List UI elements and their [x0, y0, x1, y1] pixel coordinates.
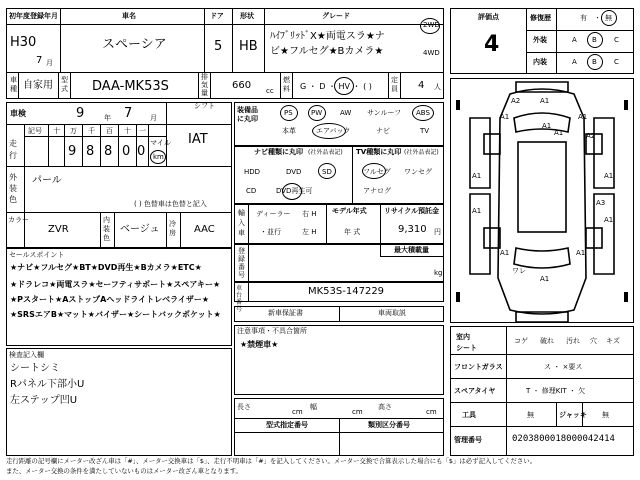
inspection-month: 7 [124, 106, 133, 121]
length-unit: cm [292, 408, 303, 416]
ac-label: 冷房 [169, 220, 176, 237]
width-label: 幅 [310, 403, 317, 411]
model-code-label: 型 式 [61, 76, 68, 93]
shift-value: IAT [188, 132, 208, 147]
equip-item: ナビ [376, 127, 390, 135]
model-value: スペーシア [102, 37, 167, 52]
use-value: 自家用 [23, 80, 53, 91]
grade-line2: ビ★フルセグ★Bカメラ★ [270, 46, 384, 57]
damage-label: A2 [511, 97, 521, 105]
fuel-label: 燃 料 [283, 76, 290, 93]
mileage-digit: 0 [122, 144, 131, 159]
interior-color-label: 内装色 [103, 216, 110, 242]
damage-label: A1 [578, 113, 588, 121]
grade-option: C [614, 58, 619, 66]
grade-option: A [572, 58, 577, 66]
nav-item: DVD [286, 168, 302, 176]
equip-item: エアバック [316, 127, 351, 135]
fuel-hv-circle [334, 77, 354, 95]
max-load-unit: kg [434, 269, 443, 277]
import-left: 左 H [302, 228, 317, 236]
model-year-label: モデル年式 [332, 207, 367, 215]
damage-label: A1 [540, 97, 550, 105]
jack-label: ジャッキ [559, 411, 587, 419]
displacement-unit: cc [266, 87, 274, 95]
caution-label: 注意事項・不具合箇所 [237, 327, 307, 335]
drive-2wd: 2WD [423, 21, 440, 29]
capacity-value: 4 [418, 80, 425, 91]
nav-item: CD [246, 187, 257, 195]
equip-item: AW [340, 109, 352, 117]
front-glass-label: フロントガラス [454, 363, 503, 371]
damage-label: A1 [554, 129, 564, 137]
mileage-digit: 0 [137, 144, 146, 159]
mileage-label: 走行 [9, 139, 17, 160]
mileage-digit: 8 [104, 144, 113, 159]
color-label: カラー [8, 216, 29, 224]
drive-4wd: 4WD [423, 49, 440, 57]
grade-line1: ﾊｲﾌﾞﾘｯﾄﾞX★両電スラ★ナ [270, 31, 385, 42]
inspection-label: 車検 [10, 109, 26, 118]
seat-option: 穴 [590, 337, 597, 345]
manual-label: 車両取説 [378, 309, 406, 317]
unit-label: 一 [139, 127, 146, 135]
inspector-note-line: 左ステップ凹U [10, 395, 78, 406]
repair-option: 有 [580, 14, 587, 22]
nav-item: DVD再生可 [276, 187, 313, 195]
width-unit: cm [352, 408, 363, 416]
reg-year-value: H30 [10, 35, 37, 50]
tools-value: 無 [527, 411, 534, 419]
repair-label: 修復歴 [530, 14, 551, 22]
seat-option: キズ [606, 337, 620, 345]
tv-item: フルセグ [363, 168, 391, 176]
seat-option: 破れ [540, 337, 554, 345]
nav-item: SD [322, 168, 332, 176]
frame-label: 車台番号 [236, 285, 243, 313]
unit-label: 十 [53, 127, 60, 135]
equip-item: ABS [416, 109, 430, 117]
import-parallel: ・並行 [260, 228, 281, 236]
sales-point-line: ★Pスタート★AストップAヘッドライトレベライザー★ [10, 295, 210, 304]
nav-sub: (社外品表記) [308, 149, 343, 156]
damage-label: ワレ [512, 267, 526, 275]
equip-item: サンルーフ [367, 109, 402, 117]
equip-item: PS [284, 109, 293, 117]
damage-label: A3 [596, 199, 606, 207]
tools-label: 工具 [462, 411, 476, 419]
fuel-options: G ・ D ・ HV ・ ( ) [300, 82, 372, 91]
caution-value: ★禁煙車★ [240, 340, 279, 349]
interior-color-value: ベージュ [120, 224, 160, 235]
interior-seat-label: 室内 シート [456, 333, 477, 352]
sales-point-line: ★ドラレコ★両電スラ★セーフティサポート★スペアキー★ [10, 280, 221, 289]
model-code-value: DAA-MK53S [92, 79, 169, 94]
doors-value: 5 [214, 39, 223, 54]
seat-option: 汚れ [566, 337, 580, 345]
class-number-label: 類別区分番号 [368, 421, 410, 429]
unit-label: 十 [124, 127, 131, 135]
exterior-rating-label: 外装 [533, 36, 547, 44]
equipment-label: 装備品に丸印 [237, 106, 258, 123]
model-year-value: 年 式 [344, 228, 361, 236]
spare-tire-label: スペアタイヤ [454, 387, 496, 395]
shift-label: シフト [194, 102, 215, 110]
inspector-note-line: シートシミ [10, 363, 60, 374]
exterior-label: 外装色 [9, 173, 17, 204]
recycle-unit: 円 [434, 228, 441, 236]
import-right: 右 H [302, 210, 317, 218]
interior-rating-label: 内装 [533, 58, 547, 66]
length-label: 長さ [237, 403, 251, 411]
seat-option: コゲ [514, 337, 528, 345]
inspection-year: 9 [76, 106, 85, 121]
inspector-notes-label: 検査記入欄 [9, 351, 44, 359]
management-value: 0203800018000042414 [512, 434, 615, 444]
damage-label: A1 [500, 113, 510, 121]
displacement-value: 660 [232, 80, 252, 91]
type-number-label: 型式指定番号 [266, 421, 308, 429]
damage-label: A1 [576, 249, 586, 257]
capacity-label: 定 員 [391, 76, 398, 93]
model-label: 車名 [122, 12, 136, 20]
capacity-unit: 人 [434, 83, 441, 91]
exterior-note: ( ) 色替車は色替と記入 [134, 200, 207, 208]
jack-value: 無 [602, 411, 609, 419]
equip-item: PW [311, 109, 323, 117]
damage-label: A1 [472, 172, 482, 180]
mileage-digit: 8 [86, 144, 95, 159]
damage-label: A1 [604, 172, 614, 180]
equip-item: TV [420, 127, 430, 135]
shape-value: HB [239, 39, 258, 54]
month-unit: 月 [46, 59, 53, 67]
ac-value: AAC [194, 224, 215, 235]
exterior-value: パール [32, 175, 62, 186]
spare-tire-value: T ・ 修理KIT ・ 欠 [526, 387, 586, 395]
nav-header: ナビ種類に丸印 [254, 148, 303, 156]
shape-label: 形状 [240, 12, 254, 20]
sales-point-line: ★SRSエアB★マット★バイザー★シートバックポケット★ [10, 310, 221, 319]
height-unit: cm [426, 408, 437, 416]
footer-line2: また、メーター交換の条件を満たしていないものはメーター改ざん車となります。 [6, 467, 242, 475]
import-dealer: ディーラー [256, 210, 291, 218]
recycle-label: リサイクル預託金 [384, 207, 440, 215]
nav-item: HDD [244, 168, 261, 176]
vehicle-label: 車 種 [10, 76, 17, 93]
unit-label: 万 [70, 127, 77, 135]
grade-option: B [592, 58, 597, 66]
recycle-value: 9,310 [398, 224, 427, 235]
damage-label: A1 [500, 249, 510, 257]
color-value: ZVR [48, 224, 69, 235]
mileage-digit: 9 [68, 144, 77, 159]
reg-year-label: 初年度登録年月 [9, 12, 58, 20]
inspector-note-line: Rパネル下部小U [10, 379, 85, 390]
damage-label: A1 [472, 207, 482, 215]
doors-label: ドア [210, 12, 224, 20]
sales-points-label: セールスポイント [9, 251, 65, 259]
footer-line1: 走行距離の記号欄にメーター改ざん車は「#」、メーター交換車は「$」、走行不明車は「#」を記入してください。メーター交換で合算表示した場合にも「$」は必ず記入してください。 [6, 457, 537, 465]
caution-box [234, 325, 444, 395]
grade-option: A [572, 36, 577, 44]
frame-value: MK53S-147229 [308, 286, 385, 297]
tv-item: アナログ [363, 187, 391, 195]
inspection-year-unit: 年 [104, 114, 111, 122]
damage-label: A1 [540, 275, 550, 283]
reg-month-value: 7 [36, 55, 43, 66]
plate-label: 登録番号 [238, 247, 245, 279]
km-label: km [153, 153, 164, 161]
unit-label: 記号 [28, 127, 42, 135]
mile-label: マイル [150, 139, 171, 147]
score-label: 評価点 [478, 13, 499, 21]
tv-header: TV種類に丸印 [356, 148, 402, 156]
repair-option: 無 [605, 14, 612, 22]
tv-sub: (社外品表記) [404, 149, 439, 156]
equip-item: 本革 [282, 127, 296, 135]
new-warranty-label: 新車保証書 [268, 309, 303, 317]
score-value: 4 [484, 32, 500, 57]
import-label: 輸入車 [238, 209, 245, 237]
grade-option: B [592, 36, 597, 44]
management-label: 管理番号 [454, 436, 482, 444]
damage-label: A1 [542, 122, 552, 130]
damage-label: A2 [586, 132, 596, 140]
front-glass-value: ス ・ ×要ス [544, 363, 583, 371]
height-label: 高さ [378, 403, 392, 411]
car-diagram [450, 78, 634, 323]
sales-point-line: ★ナビ★フルセグ★BT★DVD再生★Bカメラ★ETC★ [10, 263, 202, 272]
grade-option: C [614, 36, 619, 44]
tv-item: ワンセグ [404, 168, 432, 176]
damage-label: A1 [604, 216, 614, 224]
unit-label: 千 [88, 127, 95, 135]
grade-label: グレード [322, 12, 350, 20]
max-load-label: 最大積載量 [394, 246, 429, 254]
inspection-month-unit: 月 [150, 114, 157, 122]
displacement-label: 排 気 量 [201, 73, 208, 97]
unit-label: 百 [106, 127, 113, 135]
repair-separator: ・ [594, 14, 601, 22]
